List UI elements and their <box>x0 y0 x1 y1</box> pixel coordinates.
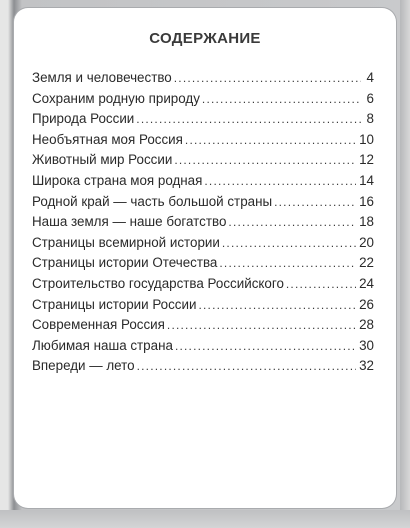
toc-entry-label: Животный мир России <box>32 152 173 168</box>
toc-dot-leader <box>174 71 361 85</box>
toc-entry-label: Любимая наша страна <box>32 337 173 353</box>
toc-entry <box>32 194 374 215</box>
toc-entry-label: Земля и человечество <box>32 70 172 85</box>
toc-entry-page-number: 26 <box>359 296 374 312</box>
toc-entry-label: Страницы истории Отечества <box>32 255 218 271</box>
toc-entry <box>32 235 374 256</box>
toc-dot-leader <box>202 92 361 106</box>
toc-dot-leader <box>175 339 356 353</box>
toc-entry <box>32 297 374 318</box>
page-title: СОДЕРЖАНИЕ <box>149 30 261 47</box>
toc-dot-leader <box>185 133 356 147</box>
toc-entry-label: Строительство государства Российского <box>32 275 284 291</box>
toc-entry-page-number: 30 <box>359 337 374 353</box>
toc-dot-leader <box>137 359 356 373</box>
toc-dot-leader <box>198 298 356 312</box>
toc-entry-label: Широка страна моя родная <box>32 172 203 188</box>
toc-dot-leader <box>174 153 356 167</box>
toc-entry-page-number: 6 <box>366 90 374 106</box>
toc-entry <box>32 111 374 132</box>
table-of-contents <box>32 70 374 379</box>
toc-entry <box>32 358 374 379</box>
toc-entry <box>32 152 374 173</box>
toc-entry <box>32 317 374 338</box>
toc-dot-leader <box>136 112 361 126</box>
toc-entry <box>32 214 374 235</box>
scan-bottom-edge <box>0 510 410 528</box>
toc-entry-page-number: 4 <box>366 70 374 85</box>
toc-entry-page-number: 28 <box>359 317 374 333</box>
toc-entry-page-number: 24 <box>359 275 374 291</box>
toc-entry-page-number: 8 <box>366 111 374 127</box>
toc-entry-page-number: 20 <box>359 234 374 250</box>
toc-entry-page-number: 12 <box>359 152 374 168</box>
toc-entry <box>32 276 374 297</box>
toc-entry-page-number: 10 <box>359 131 374 147</box>
toc-entry-label: Природа России <box>32 111 135 127</box>
toc-entry-label: Необъятная моя Россия <box>32 131 183 147</box>
toc-entry <box>32 255 374 276</box>
toc-dot-leader <box>286 277 356 291</box>
toc-entry <box>32 338 374 359</box>
toc-entry-page-number: 18 <box>359 214 374 230</box>
toc-entry-page-number: 22 <box>359 255 374 271</box>
toc-dot-leader <box>222 236 356 250</box>
toc-entry-label: Впереди — лето <box>32 358 135 374</box>
toc-entry-page-number: 14 <box>359 172 374 188</box>
toc-entry-page-number: 16 <box>359 193 374 209</box>
toc-entry-page-number: 32 <box>359 358 374 374</box>
toc-entry-label: Сохраним родную природу <box>32 90 200 106</box>
book-page <box>14 8 396 508</box>
toc-entry <box>32 173 374 194</box>
toc-dot-leader <box>274 195 356 209</box>
toc-entry <box>32 91 374 112</box>
toc-dot-leader <box>167 318 356 332</box>
toc-entry <box>32 132 374 153</box>
toc-dot-leader <box>204 174 356 188</box>
scan-right-edge <box>400 0 410 528</box>
toc-dot-leader <box>228 215 356 229</box>
toc-entry-label: Современная Россия <box>32 317 165 333</box>
toc-entry <box>32 70 374 91</box>
toc-entry-label: Страницы истории России <box>32 296 197 312</box>
toc-entry-label: Страницы всемирной истории <box>32 234 220 250</box>
toc-dot-leader <box>219 256 356 270</box>
toc-entry-label: Наша земля — наше богатство <box>32 214 227 230</box>
toc-entry-label: Родной край — часть большой страны <box>32 193 273 209</box>
